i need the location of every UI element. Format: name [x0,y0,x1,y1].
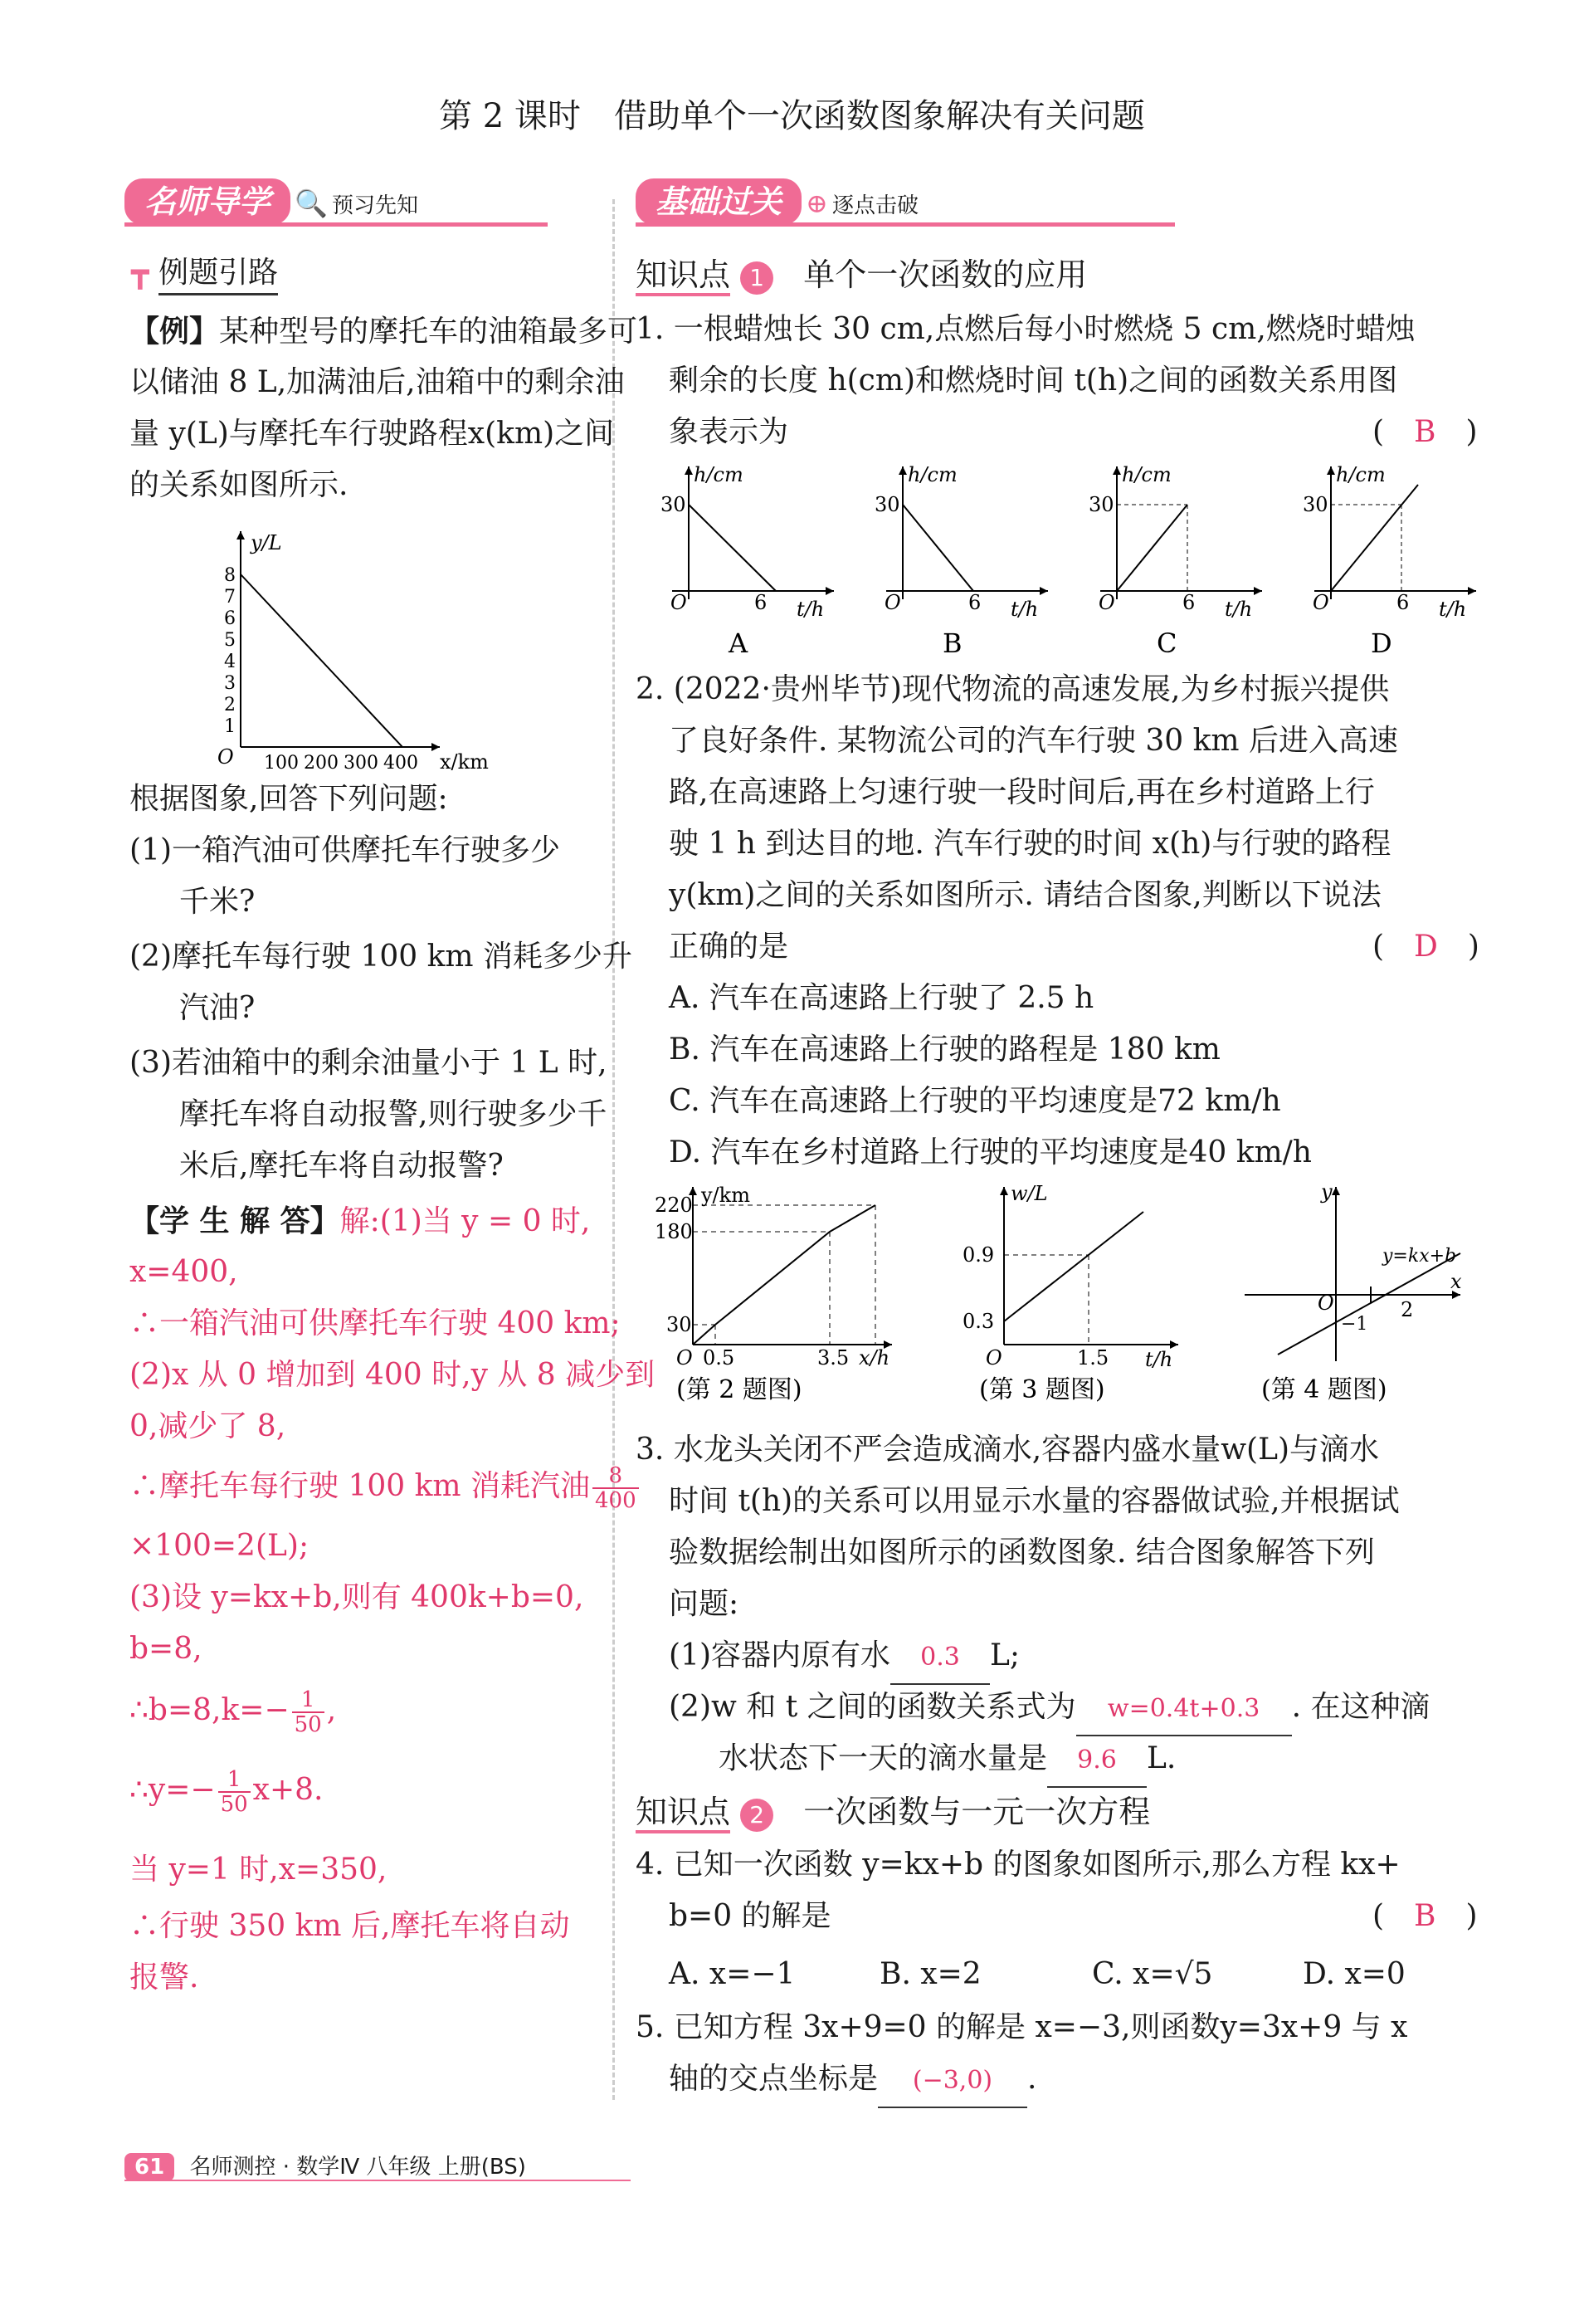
page-title: 第 2 课时 借助单个一次函数图象解决有关问题 [439,97,1145,135]
q1-line-3: 象表示为 [669,415,789,449]
svg-text:8: 8 [224,565,236,586]
q1-ylabel: h/cm [694,463,743,486]
fig4-x1: 2 [1401,1298,1414,1321]
q1-answer: ( B ) [1372,415,1478,449]
q3-answer-2: w=0.4t+0.3 [1076,1683,1292,1736]
svg-text:100: 100 [264,753,299,772]
question-3b: 摩托车将自动报警,则行驶多少千 [179,1097,607,1131]
example-line-2: 以储油 8 L,加满油后,油箱中的剩余油 [129,365,625,399]
example-line-4: 的关系如图所示. [129,468,348,502]
q1-ylabel: h/cm [1336,463,1386,486]
fig2-line [693,1205,875,1345]
example-xticks [264,753,418,772]
svg-text:4: 4 [224,652,236,672]
q1-x-arrow [826,587,834,595]
fig2-caption: (第 2 题图) [676,1375,802,1404]
fig4-y1: −1 [1341,1314,1368,1335]
q3-answer-1: 0.3 [890,1632,990,1685]
fig4-equation: y=kx+b [1382,1246,1457,1267]
q1-x6: 6 [1182,591,1196,614]
q5-line-2: 轴的交点坐标是 (−3,0) . [669,2053,1036,2108]
q4-option-d: D. x=0 [1303,1957,1406,1991]
svg-text:5: 5 [224,630,236,651]
q3-part-2b: 水状态下一天的滴水量是 9.6 L. [719,1733,1176,1788]
svg-text:3: 3 [224,673,236,694]
q1-xlabel: t/h [1225,598,1253,621]
footer-text: 名师测控 · 数学Ⅳ 八年级 上册(BS) [189,2155,526,2180]
q4-option-b: B. x=2 [880,1957,982,1991]
q1-xlabel: t/h [797,598,825,621]
answer-line-2: x=400, [129,1255,238,1289]
q1-option-label: B [943,627,963,659]
q1-line [1331,485,1418,591]
q2-answer: ( D ) [1372,930,1479,964]
svg-text:300: 300 [344,753,378,772]
q3-line-4: 问题: [669,1587,739,1621]
kp2-heading: 知识点 2 一次函数与一元一次方程 [636,1786,1150,1832]
fig4-ylabel: y [1321,1180,1333,1204]
page-number: 61 [124,2153,174,2181]
target-icon: ⊕ [806,188,828,219]
q2-line-4: 驶 1 h 到达目的地. 汽车行驶的时间 x(h)与行驶的路程 [669,827,1391,861]
q1-origin: O [1099,591,1115,614]
q5-answer: (−3,0) [878,2055,1027,2108]
q1-line [903,505,973,591]
q1-y-arrow [1113,466,1121,475]
q1-y30: 30 [875,493,900,516]
fig2-xlabel: x/h [859,1346,890,1370]
q1-origin: O [1313,591,1329,614]
answer-line-7: ×100=2(L); [129,1529,309,1563]
q1-ylabel: h/cm [1122,463,1172,486]
q3-part-2: (2)w 和 t 之间的函数关系式为 w=0.4t+0.3 . 在这种滴 [669,1682,1430,1736]
q1-y-arrow [685,466,693,475]
q1-line [1117,505,1187,591]
svg-text:6: 6 [224,608,236,629]
q1-xlabel: t/h [1011,598,1039,621]
banner-rule [124,222,548,227]
q5-line-1: 5. 已知方程 3x+9=0 的解是 x=−3,则函数y=3x+9 与 x [636,2010,1408,2044]
banner-subtitle: 预习先知 [332,193,419,218]
q1-x-arrow [1040,587,1048,595]
q2-line-1: 2. (2022·贵州毕节)现代物流的高速发展,为乡村振兴提供 [636,672,1390,706]
q1-x-arrow [1468,587,1476,595]
example-yticks [224,565,236,737]
q4-option-c: C. x=√5 [1092,1957,1213,1991]
signpost-icon: ┳ [131,256,149,290]
q4-answer: ( B ) [1372,1899,1478,1933]
q1-y30: 30 [1303,493,1328,516]
kp2-number-badge: 2 [740,1799,773,1832]
q3-line-1: 3. 水龙头关闭不严会造成滴水,容器内盛水量w(L)与滴水 [636,1433,1380,1467]
example-line [241,574,402,747]
q2-line-5: y(km)之间的关系如图所示. 请结合图象,判断以下说法 [669,878,1382,912]
right-banner [636,176,1175,222]
q1-option-label: D [1371,627,1392,659]
q3-line-2: 时间 t(h)的关系可以用显示水量的容器做试验,并根据试 [669,1484,1400,1518]
answer-line-13: ∴行驶 350 km 后,摩托车将自动 [129,1909,570,1943]
svg-text:7: 7 [224,587,236,608]
q1-graph-b [875,463,1048,659]
fig2-y2: 180 [655,1220,693,1243]
magnifier-icon: 🔍 [295,188,328,219]
q1-line-1: 1. 一根蜡烛长 30 cm,点燃后每小时燃烧 5 cm,燃烧时蜡烛 [636,312,1416,346]
q4-line-1: 4. 已知一次函数 y=kx+b 的图象如图所示,那么方程 kx+ [636,1848,1401,1882]
svg-text:200: 200 [304,753,339,772]
svg-text:2: 2 [224,695,236,715]
fig2-x1: 0.5 [703,1346,735,1370]
question-3c: 米后,摩托车将自动报警? [179,1149,504,1183]
fig3-caption: (第 3 题图) [979,1375,1105,1404]
q1-x6: 6 [968,591,982,614]
fig4-caption: (第 4 题图) [1261,1375,1387,1404]
q1-xlabel: t/h [1439,598,1467,621]
footer [124,2150,526,2181]
q4-line-2: b=0 的解是 [669,1899,831,1933]
q2-line-3: 路,在高速路上匀速行驶一段时间后,再在乡村道路上行 [669,775,1375,809]
q1-y30: 30 [660,493,686,516]
q1-option-label: C [1157,627,1177,659]
q1-origin: O [885,591,901,614]
example-line-3: 量 y(L)与摩托车行驶路程x(km)之间 [129,417,615,451]
q1-line [689,505,776,591]
question-1b: 千米? [179,885,256,919]
question-1a: (1)一箱汽油可供摩托车行驶多少 [129,833,560,867]
question-2b: 汽油? [179,991,256,1025]
fig3-origin: O [986,1346,1002,1370]
q3-line-3: 验数据绘制出如图所示的函数图象. 结合图象解答下列 [669,1536,1375,1570]
example-ylabel: y/L [251,531,282,554]
fig3-xlabel: t/h [1145,1348,1173,1371]
answer-line-14: 报警. [129,1960,199,1994]
fig2-ylabel: y/km [701,1184,750,1207]
example-graph [199,523,514,772]
q1-option-label: A [729,627,748,659]
fig2-origin: O [676,1346,693,1370]
fig3-y1: 0.9 [963,1243,995,1267]
column-divider [612,199,615,2100]
fig4-origin: O [1318,1291,1334,1315]
question-2a: (2)摩托车每行驶 100 km 消耗多少升 [129,940,632,974]
example-line-1: 【例】某种型号的摩托车的油箱最多可 [129,314,638,349]
banner-rule [636,222,1175,227]
q1-line-2: 剩余的长度 h(cm)和燃烧时间 t(h)之间的函数关系用图 [669,364,1398,398]
banner-title: 基础过关 [636,178,802,225]
kp1-heading: 知识点 1 单个一次函数的应用 [636,249,1087,295]
fig4-graph [1228,1179,1494,1411]
fig3-y2: 0.3 [963,1310,995,1333]
q2-line-2: 了良好条件. 某物流公司的汽车行驶 30 km 后进入高速 [669,724,1398,758]
fig3-line [1004,1212,1143,1321]
q1-graph-a [660,463,834,659]
answer-line-8: (3)设 y=kx+b,则有 400k+b=0, [129,1580,584,1614]
q2-option-d: D. 汽车在乡村道路上行驶的平均速度是40 km/h [669,1135,1312,1169]
fig2-y1: 220 [655,1194,693,1217]
svg-text:1: 1 [224,716,236,737]
section-heading: ┳ 例题引路 [131,249,278,291]
example-origin: O [217,745,234,769]
banner-title: 名师导学 [124,178,290,225]
fig2-x2: 3.5 [817,1346,850,1370]
answer-line-1: 【学 生 解 答】解:(1)当 y = 0 时, [129,1204,591,1238]
question-intro: 根据图象,回答下列问题: [129,782,448,816]
answer-line-12: 当 y=1 时,x=350, [129,1853,387,1887]
banner-subtitle: 逐点击破 [832,193,919,218]
q1-x6: 6 [754,591,768,614]
answer-line-9: b=8, [129,1632,202,1666]
fig2-graph [643,1179,917,1411]
footer-rule [124,2180,631,2181]
fig3-x1: 1.5 [1077,1346,1109,1370]
svg-text:400: 400 [383,753,418,772]
answer-line-11: ∴y=− $\frac{1}{50}$ x+8. [129,1767,324,1817]
q2-line-6: 正确的是 [669,930,789,964]
answer-line-3: ∴一箱汽油可供摩托车行驶 400 km; [129,1306,621,1340]
q1-origin: O [670,591,687,614]
answer-line-4: (2)x 从 0 增加到 400 时,y 从 8 减少到 [129,1358,656,1392]
fig4-xlabel: x [1450,1270,1462,1293]
answer-line-6: ∴摩托车每行驶 100 km 消耗汽油 $\frac{8}{400}$ [129,1461,641,1512]
q1-x-arrow [1254,587,1262,595]
q2-option-c: C. 汽车在高速路上行驶的平均速度是72 km/h [669,1084,1281,1118]
left-banner [124,176,548,222]
q2-option-a: A. 汽车在高速路上行驶了 2.5 h [669,981,1094,1015]
q3-part-1: (1)容器内原有水 0.3 L; [669,1630,1020,1685]
q3-answer-3: 9.6 [1047,1735,1147,1788]
q4-option-a: A. x=−1 [669,1957,796,1991]
q1-x6: 6 [1396,591,1410,614]
fig2-y3: 30 [666,1313,692,1336]
q1-y-arrow [899,466,907,475]
fig4-line [1278,1253,1460,1355]
answer-line-5: 0,减少了 8, [129,1409,286,1443]
question-3a: (3)若油箱中的剩余油量小于 1 L 时, [129,1046,607,1080]
answer-line-10: ∴b=8,k=− $\frac{1}{50}$ , [129,1687,337,1737]
kp1-number-badge: 1 [740,261,773,295]
q1-graphs [656,458,1518,666]
q1-graph-d [1303,463,1476,659]
q1-y30: 30 [1089,493,1114,516]
q2-option-b: B. 汽车在高速路上行驶的路程是 180 km [669,1033,1221,1067]
fig3-graph [946,1179,1195,1411]
q1-graph-c [1089,463,1262,659]
example-xlabel: x/km [440,750,489,772]
fig3-ylabel: w/L [1011,1182,1048,1205]
q1-ylabel: h/cm [908,463,958,486]
q1-y-arrow [1327,466,1335,475]
